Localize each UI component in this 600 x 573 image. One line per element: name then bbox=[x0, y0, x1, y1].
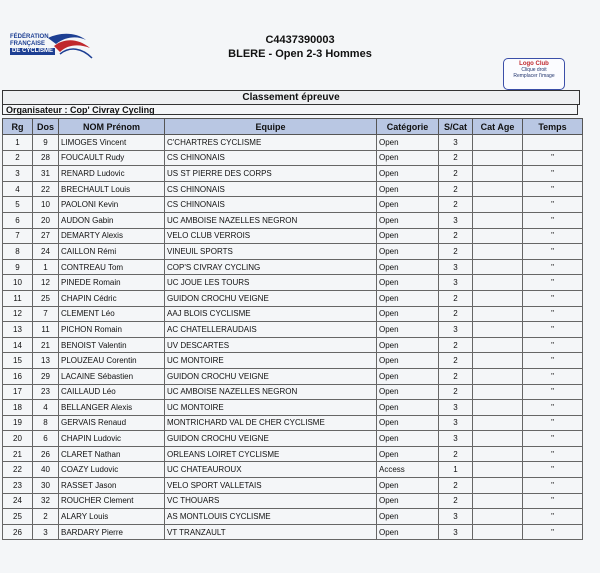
cell-dos: 23 bbox=[33, 384, 59, 400]
cell-categorie: Open bbox=[377, 275, 439, 291]
cell-equipe: GUIDON CROCHU VEIGNE bbox=[165, 290, 377, 306]
cell-scat: 2 bbox=[439, 166, 473, 182]
cell-rg: 5 bbox=[3, 197, 33, 213]
cell-dos: 20 bbox=[33, 212, 59, 228]
cell-categorie: Open bbox=[377, 181, 439, 197]
cell-scat: 2 bbox=[439, 493, 473, 509]
cell-cat-age bbox=[473, 431, 523, 447]
cell-nom-prenom: RASSET Jason bbox=[59, 478, 165, 494]
cell-dos: 6 bbox=[33, 431, 59, 447]
cell-temps: " bbox=[523, 524, 583, 540]
cell-equipe: AC CHATELLERAUDAIS bbox=[165, 322, 377, 338]
cell-equipe: C'CHARTRES CYCLISME bbox=[165, 135, 377, 151]
cell-rg: 17 bbox=[3, 384, 33, 400]
cell-temps: " bbox=[523, 197, 583, 213]
cell-scat: 2 bbox=[439, 290, 473, 306]
cell-dos: 9 bbox=[33, 135, 59, 151]
cell-equipe: VELO SPORT VALLETAIS bbox=[165, 478, 377, 494]
cell-temps: " bbox=[523, 212, 583, 228]
federation-line1: FÉDÉRATION bbox=[10, 34, 49, 40]
col-header-nom-prenom: NOM Prénom bbox=[59, 119, 165, 135]
cell-scat: 2 bbox=[439, 306, 473, 322]
cell-categorie: Open bbox=[377, 135, 439, 151]
cell-equipe: AS MONTLOUIS CYCLISME bbox=[165, 509, 377, 525]
table-row bbox=[3, 212, 583, 228]
cell-nom-prenom: ALARY Louis bbox=[59, 509, 165, 525]
cell-nom-prenom: PAOLONI Kevin bbox=[59, 197, 165, 213]
cell-dos: 25 bbox=[33, 290, 59, 306]
cell-categorie: Open bbox=[377, 166, 439, 182]
cell-temps: " bbox=[523, 493, 583, 509]
cell-nom-prenom: BRECHAULT Louis bbox=[59, 181, 165, 197]
cell-temps: " bbox=[523, 353, 583, 369]
cell-categorie: Open bbox=[377, 431, 439, 447]
cell-equipe: AAJ BLOIS CYCLISME bbox=[165, 306, 377, 322]
logo-club-placeholder bbox=[503, 58, 565, 90]
cell-cat-age bbox=[473, 322, 523, 338]
table-row bbox=[3, 197, 583, 213]
cell-rg: 8 bbox=[3, 244, 33, 260]
cell-equipe: ORLEANS LOIRET CYCLISME bbox=[165, 446, 377, 462]
cell-nom-prenom: BENOIST Valentin bbox=[59, 337, 165, 353]
cell-equipe: CS CHINONAIS bbox=[165, 181, 377, 197]
cell-rg: 15 bbox=[3, 353, 33, 369]
cell-dos: 27 bbox=[33, 228, 59, 244]
cell-temps: " bbox=[523, 322, 583, 338]
table-row bbox=[3, 353, 583, 369]
logo-club-line2: Remplacer l'image bbox=[513, 73, 555, 79]
cell-cat-age bbox=[473, 212, 523, 228]
cell-rg: 11 bbox=[3, 290, 33, 306]
col-header-rg: Rg bbox=[3, 119, 33, 135]
cell-categorie: Open bbox=[377, 244, 439, 260]
cell-dos: 29 bbox=[33, 368, 59, 384]
cell-dos: 2 bbox=[33, 509, 59, 525]
section-title: Classement épreuve bbox=[2, 90, 580, 105]
cell-nom-prenom: DEMARTY Alexis bbox=[59, 228, 165, 244]
cell-equipe: UC AMBOISE NAZELLES NEGRON bbox=[165, 384, 377, 400]
logo-club-line1: Clique droit bbox=[521, 67, 547, 73]
cell-temps: " bbox=[523, 259, 583, 275]
cell-equipe: UC JOUE LES TOURS bbox=[165, 275, 377, 291]
cell-scat: 1 bbox=[439, 462, 473, 478]
cell-scat: 3 bbox=[439, 135, 473, 151]
cell-equipe: UV DESCARTES bbox=[165, 337, 377, 353]
cell-scat: 2 bbox=[439, 197, 473, 213]
cell-cat-age bbox=[473, 275, 523, 291]
cell-nom-prenom: PINEDE Romain bbox=[59, 275, 165, 291]
cell-temps: " bbox=[523, 228, 583, 244]
cell-rg: 23 bbox=[3, 478, 33, 494]
cell-nom-prenom: CONTREAU Tom bbox=[59, 259, 165, 275]
cell-scat: 3 bbox=[439, 322, 473, 338]
table-row bbox=[3, 509, 583, 525]
cell-dos: 30 bbox=[33, 478, 59, 494]
cell-dos: 28 bbox=[33, 150, 59, 166]
cell-nom-prenom: FOUCAULT Rudy bbox=[59, 150, 165, 166]
cell-dos: 8 bbox=[33, 415, 59, 431]
cell-cat-age bbox=[473, 478, 523, 494]
cell-cat-age bbox=[473, 524, 523, 540]
cell-temps: " bbox=[523, 275, 583, 291]
cell-temps bbox=[523, 135, 583, 151]
cell-categorie: Open bbox=[377, 368, 439, 384]
cell-cat-age bbox=[473, 400, 523, 416]
cell-nom-prenom: PICHON Romain bbox=[59, 322, 165, 338]
cell-cat-age bbox=[473, 135, 523, 151]
cell-cat-age bbox=[473, 384, 523, 400]
cell-rg: 4 bbox=[3, 181, 33, 197]
cell-rg: 18 bbox=[3, 400, 33, 416]
col-header-temps: Temps bbox=[523, 119, 583, 135]
table-row bbox=[3, 446, 583, 462]
cell-categorie: Open bbox=[377, 228, 439, 244]
cell-categorie: Open bbox=[377, 478, 439, 494]
cell-categorie: Open bbox=[377, 197, 439, 213]
cell-dos: 3 bbox=[33, 524, 59, 540]
cell-categorie: Open bbox=[377, 524, 439, 540]
cell-rg: 7 bbox=[3, 228, 33, 244]
col-header-equipe: Equipe bbox=[165, 119, 377, 135]
cell-dos: 12 bbox=[33, 275, 59, 291]
cell-nom-prenom: AUDON Gabin bbox=[59, 212, 165, 228]
table-header-row bbox=[3, 119, 583, 135]
table-row bbox=[3, 493, 583, 509]
cell-temps: " bbox=[523, 337, 583, 353]
cell-cat-age bbox=[473, 228, 523, 244]
cell-nom-prenom: CLARET Nathan bbox=[59, 446, 165, 462]
cell-nom-prenom: GERVAIS Renaud bbox=[59, 415, 165, 431]
cell-nom-prenom: PLOUZEAU Corentin bbox=[59, 353, 165, 369]
cell-equipe: UC AMBOISE NAZELLES NEGRON bbox=[165, 212, 377, 228]
cell-cat-age bbox=[473, 368, 523, 384]
cell-rg: 22 bbox=[3, 462, 33, 478]
cell-cat-age bbox=[473, 181, 523, 197]
cell-nom-prenom: RENARD Ludovic bbox=[59, 166, 165, 182]
federation-line3: DE CYCLISME bbox=[12, 48, 54, 54]
cell-scat: 2 bbox=[439, 244, 473, 260]
federation-line2: FRANÇAISE bbox=[10, 41, 46, 47]
organisateur: Organisateur : Cop' Civray Cycling bbox=[2, 104, 578, 115]
cell-dos: 13 bbox=[33, 353, 59, 369]
cell-categorie: Open bbox=[377, 259, 439, 275]
cell-rg: 24 bbox=[3, 493, 33, 509]
cell-rg: 12 bbox=[3, 306, 33, 322]
cell-dos: 11 bbox=[33, 322, 59, 338]
cell-nom-prenom: BARDARY Pierre bbox=[59, 524, 165, 540]
col-header-dos: Dos bbox=[33, 119, 59, 135]
cell-equipe: VINEUIL SPORTS bbox=[165, 244, 377, 260]
cell-nom-prenom: CAILLAUD Léo bbox=[59, 384, 165, 400]
cell-equipe: US ST PIERRE DES CORPS bbox=[165, 166, 377, 182]
table-row bbox=[3, 431, 583, 447]
cell-temps: " bbox=[523, 509, 583, 525]
table-row bbox=[3, 368, 583, 384]
cell-scat: 2 bbox=[439, 384, 473, 400]
cell-cat-age bbox=[473, 462, 523, 478]
cell-scat: 2 bbox=[439, 181, 473, 197]
cell-nom-prenom: COAZY Ludovic bbox=[59, 462, 165, 478]
cell-dos: 24 bbox=[33, 244, 59, 260]
cell-nom-prenom: CHAPIN Cédric bbox=[59, 290, 165, 306]
cell-categorie: Open bbox=[377, 415, 439, 431]
cell-rg: 13 bbox=[3, 322, 33, 338]
cell-equipe: CS CHINONAIS bbox=[165, 150, 377, 166]
cell-cat-age bbox=[473, 197, 523, 213]
cell-temps: " bbox=[523, 446, 583, 462]
cell-equipe: MONTRICHARD VAL DE CHER CYCLISME bbox=[165, 415, 377, 431]
table-row bbox=[3, 181, 583, 197]
cell-equipe: CS CHINONAIS bbox=[165, 197, 377, 213]
cell-cat-age bbox=[473, 290, 523, 306]
cell-cat-age bbox=[473, 166, 523, 182]
cell-categorie: Open bbox=[377, 493, 439, 509]
cell-nom-prenom: LIMOGES Vincent bbox=[59, 135, 165, 151]
table-row bbox=[3, 150, 583, 166]
cell-rg: 19 bbox=[3, 415, 33, 431]
cell-equipe: VC THOUARS bbox=[165, 493, 377, 509]
cell-dos: 31 bbox=[33, 166, 59, 182]
table-row bbox=[3, 275, 583, 291]
cell-temps: " bbox=[523, 306, 583, 322]
table-row bbox=[3, 478, 583, 494]
cell-scat: 2 bbox=[439, 150, 473, 166]
cell-temps: " bbox=[523, 384, 583, 400]
cell-rg: 21 bbox=[3, 446, 33, 462]
cell-rg: 2 bbox=[3, 150, 33, 166]
cell-dos: 10 bbox=[33, 197, 59, 213]
cell-rg: 1 bbox=[3, 135, 33, 151]
table-body bbox=[3, 135, 583, 540]
cell-rg: 10 bbox=[3, 275, 33, 291]
table-row bbox=[3, 384, 583, 400]
cell-dos: 4 bbox=[33, 400, 59, 416]
cell-cat-age bbox=[473, 337, 523, 353]
cell-temps: " bbox=[523, 244, 583, 260]
table-row bbox=[3, 166, 583, 182]
cell-dos: 1 bbox=[33, 259, 59, 275]
cell-categorie: Open bbox=[377, 306, 439, 322]
cell-scat: 3 bbox=[439, 259, 473, 275]
cell-dos: 21 bbox=[33, 337, 59, 353]
cell-scat: 3 bbox=[439, 431, 473, 447]
cell-scat: 2 bbox=[439, 337, 473, 353]
table-row bbox=[3, 322, 583, 338]
cell-cat-age bbox=[473, 150, 523, 166]
col-header-scat: S/Cat bbox=[439, 119, 473, 135]
logo-club-title: Logo Club bbox=[519, 61, 549, 67]
cell-categorie: Open bbox=[377, 322, 439, 338]
cell-scat: 2 bbox=[439, 353, 473, 369]
cell-categorie: Open bbox=[377, 290, 439, 306]
cell-nom-prenom: ROUCHER Clement bbox=[59, 493, 165, 509]
results-table bbox=[2, 118, 583, 540]
cell-nom-prenom: BELLANGER Alexis bbox=[59, 400, 165, 416]
cell-rg: 3 bbox=[3, 166, 33, 182]
cell-dos: 40 bbox=[33, 462, 59, 478]
col-header-cat-age: Cat Age bbox=[473, 119, 523, 135]
table-row bbox=[3, 524, 583, 540]
cell-temps: " bbox=[523, 150, 583, 166]
cell-nom-prenom: LACAINE Sébastien bbox=[59, 368, 165, 384]
cell-temps: " bbox=[523, 431, 583, 447]
cell-dos: 32 bbox=[33, 493, 59, 509]
cell-temps: " bbox=[523, 478, 583, 494]
cell-rg: 14 bbox=[3, 337, 33, 353]
cell-nom-prenom: CLEMENT Léo bbox=[59, 306, 165, 322]
table-row bbox=[3, 244, 583, 260]
cell-temps: " bbox=[523, 290, 583, 306]
table-row bbox=[3, 462, 583, 478]
table-row bbox=[3, 228, 583, 244]
table-row bbox=[3, 306, 583, 322]
table-row bbox=[3, 337, 583, 353]
cell-equipe: UC MONTOIRE bbox=[165, 353, 377, 369]
cell-rg: 16 bbox=[3, 368, 33, 384]
cell-scat: 3 bbox=[439, 400, 473, 416]
cell-scat: 2 bbox=[439, 228, 473, 244]
cell-nom-prenom: CAILLON Rémi bbox=[59, 244, 165, 260]
cell-categorie: Open bbox=[377, 400, 439, 416]
cell-categorie: Open bbox=[377, 212, 439, 228]
cell-dos: 22 bbox=[33, 181, 59, 197]
cell-equipe: UC CHATEAUROUX bbox=[165, 462, 377, 478]
cell-temps: " bbox=[523, 400, 583, 416]
cell-dos: 7 bbox=[33, 306, 59, 322]
cell-categorie: Open bbox=[377, 337, 439, 353]
cell-scat: 3 bbox=[439, 524, 473, 540]
cell-equipe: VT TRANZAULT bbox=[165, 524, 377, 540]
cell-temps: " bbox=[523, 415, 583, 431]
col-header-categorie: Catégorie bbox=[377, 119, 439, 135]
cell-equipe: GUIDON CROCHU VEIGNE bbox=[165, 431, 377, 447]
race-title: BLERE - Open 2-3 Hommes bbox=[228, 48, 372, 60]
table-row bbox=[3, 259, 583, 275]
cell-categorie: Open bbox=[377, 384, 439, 400]
cell-temps: " bbox=[523, 166, 583, 182]
cell-rg: 6 bbox=[3, 212, 33, 228]
cell-scat: 3 bbox=[439, 415, 473, 431]
cell-categorie: Open bbox=[377, 446, 439, 462]
cell-scat: 3 bbox=[439, 509, 473, 525]
cell-equipe: GUIDON CROCHU VEIGNE bbox=[165, 368, 377, 384]
cell-scat: 3 bbox=[439, 275, 473, 291]
table-row bbox=[3, 400, 583, 416]
cell-scat: 2 bbox=[439, 368, 473, 384]
cell-scat: 2 bbox=[439, 446, 473, 462]
cell-cat-age bbox=[473, 446, 523, 462]
cell-cat-age bbox=[473, 353, 523, 369]
cell-temps: " bbox=[523, 368, 583, 384]
table-row bbox=[3, 290, 583, 306]
cell-equipe: UC MONTOIRE bbox=[165, 400, 377, 416]
cell-temps: " bbox=[523, 181, 583, 197]
cell-categorie: Open bbox=[377, 353, 439, 369]
cell-nom-prenom: CHAPIN Ludovic bbox=[59, 431, 165, 447]
cell-temps: " bbox=[523, 462, 583, 478]
cell-rg: 26 bbox=[3, 524, 33, 540]
cell-dos: 26 bbox=[33, 446, 59, 462]
cell-scat: 2 bbox=[439, 478, 473, 494]
cell-categorie: Open bbox=[377, 509, 439, 525]
race-code: C4437390003 bbox=[265, 34, 335, 46]
cell-equipe: COP'S CIVRAY CYCLING bbox=[165, 259, 377, 275]
cell-cat-age bbox=[473, 259, 523, 275]
cell-cat-age bbox=[473, 306, 523, 322]
cell-cat-age bbox=[473, 415, 523, 431]
table-row bbox=[3, 415, 583, 431]
cell-categorie: Access bbox=[377, 462, 439, 478]
cell-cat-age bbox=[473, 244, 523, 260]
cell-cat-age bbox=[473, 493, 523, 509]
cell-equipe: VELO CLUB VERROIS bbox=[165, 228, 377, 244]
cell-rg: 9 bbox=[3, 259, 33, 275]
cell-categorie: Open bbox=[377, 150, 439, 166]
cell-cat-age bbox=[473, 509, 523, 525]
cell-rg: 20 bbox=[3, 431, 33, 447]
cell-scat: 3 bbox=[439, 212, 473, 228]
table-row bbox=[3, 135, 583, 151]
cell-rg: 25 bbox=[3, 509, 33, 525]
